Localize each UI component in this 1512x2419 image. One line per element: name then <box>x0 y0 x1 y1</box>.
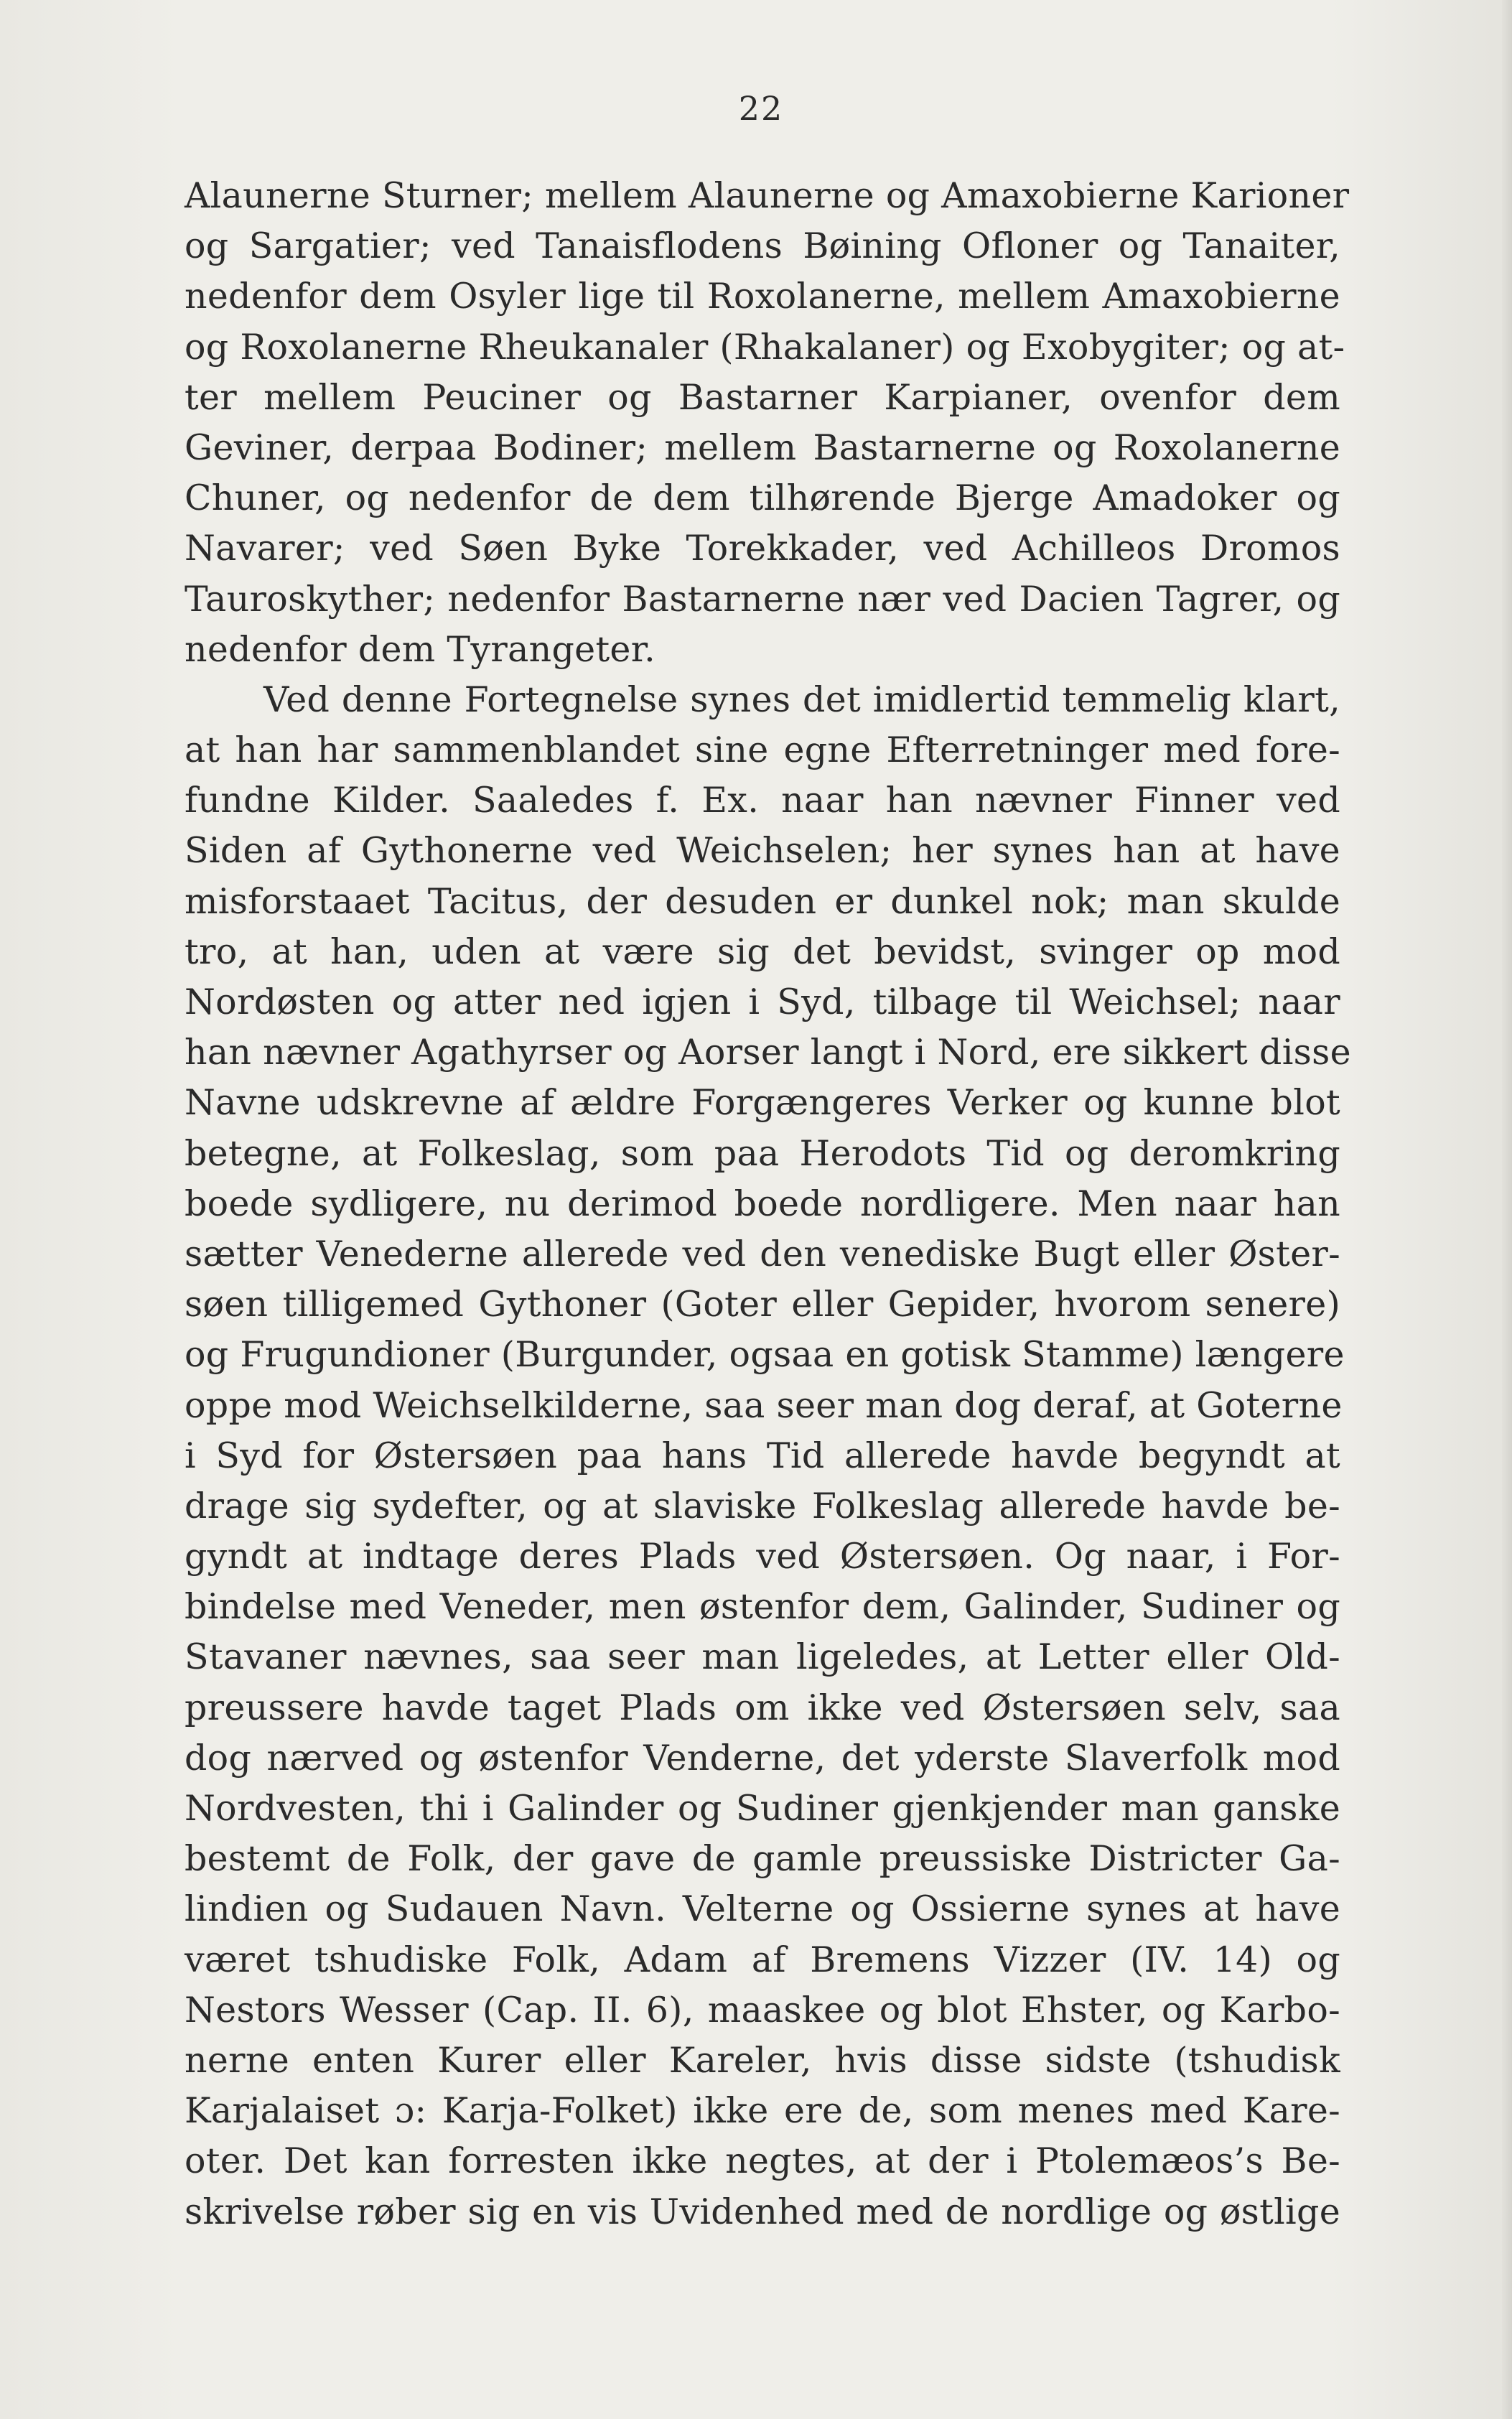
paragraph-end-line: nedenfor dem Tyrangeter. <box>185 628 655 670</box>
text-line: preussere havde taget Plads om ikke ved Østersøen selv, saa <box>185 1687 1340 1728</box>
text-line: Nestors Wesser (Cap. II. 6), maaskee og blot Ehster, og Karbo- <box>185 1989 1340 2031</box>
text-line: misforstaaet Tacitus, der desuden er dunkel nok; man skulde <box>185 880 1340 922</box>
text-line: Siden af Gythonerne ved Weichselen; her synes han at have <box>185 830 1340 872</box>
text-line: drage sig sydefter, og at slaviske Folkeslag allerede havde be- <box>185 1485 1340 1527</box>
text-line: nerne enten Kurer eller Kareler, hvis disse sidste (tshudisk <box>185 2039 1340 2081</box>
text-line: gyndt at indtage deres Plads ved Østersøen. Og naar, i For- <box>185 1536 1340 1577</box>
page-edge <box>1502 0 1512 2419</box>
paragraph-start-line: Ved denne Fortegnelse synes det imidlertid temmelig klart, <box>263 679 1340 720</box>
text-line: dog nærved og østenfor Venderne, det yderste Slaverfolk mod <box>185 1737 1340 1779</box>
text-line: skrivelse røber sig en vis Uvidenhed med de nordlige og østlige <box>185 2191 1340 2232</box>
text-line: Chuner, og nedenfor de dem tilhørende Bjerge Amadoker og <box>185 477 1340 519</box>
text-line: nedenfor dem Osyler lige til Roxolanerne, mellem Amaxobierne <box>185 276 1340 317</box>
text-line: Tauroskyther; nedenfor Bastarnerne nær ved Dacien Tagrer, og <box>185 578 1340 620</box>
text-line: tro, at han, uden at være sig det bevidst, svinger op mod <box>185 931 1340 972</box>
text-line: at han har sammenblandet sine egne Efterretninger med fore- <box>185 730 1340 771</box>
text-line: Karjalaiset ɔ: Karja-Folket) ikke ere de, som menes med Kare- <box>185 2090 1340 2132</box>
text-line: bestemt de Folk, der gave de gamle preussiske Districter Ga- <box>185 1838 1340 1880</box>
text-line: og Roxolanerne Rheukanaler (Rhakalaner) og Exobygiter; og at- <box>185 326 1345 368</box>
text-line: og Frugundioner (Burgunder, ogsaa en gotisk Stamme) længere <box>185 1334 1345 1376</box>
text-line: bindelse med Veneder, men østenfor dem, Galinder, Sudiner og <box>185 1586 1340 1628</box>
text-line: Alaunerne Sturner; mellem Alaunerne og Amaxobierne Karioner <box>185 175 1350 216</box>
text-line: boede sydligere, nu derimod boede nordligere. Men naar han <box>185 1183 1340 1224</box>
text-line: været tshudiske Folk, Adam af Bremens Vizzer (IV. 14) og <box>185 1939 1340 1980</box>
text-line: betegne, at Folkeslag, som paa Herodots Tid og deromkring <box>185 1132 1340 1174</box>
page-number: 22 <box>738 89 784 128</box>
text-line: han nævner Agathyrser og Aorser langt i Nord, ere sikkert disse <box>185 1032 1351 1073</box>
text-line: Nordvesten, thi i Galinder og Sudiner gjenkjender man ganske <box>185 1788 1340 1829</box>
text-line: Stavaner nævnes, saa seer man ligeledes, at Letter eller Old- <box>185 1636 1340 1678</box>
text-line: fundne Kilder. Saaledes f. Ex. naar han nævner Finner ved <box>185 780 1340 821</box>
text-line: Geviner, derpaa Bodiner; mellem Bastarnerne og Roxolanerne <box>185 427 1340 468</box>
text-line: oppe mod Weichselkilderne, saa seer man dog deraf, at Goterne <box>185 1384 1343 1426</box>
text-line: ter mellem Peuciner og Bastarner Karpianer, ovenfor dem <box>185 376 1340 418</box>
text-line: Nordøsten og atter ned igjen i Syd, tilbage til Weichsel; naar <box>185 982 1340 1022</box>
text-line: Navarer; ved Søen Byke Torekkader, ved Achilleos Dromos <box>185 528 1340 569</box>
text-line: søen tilligemed Gythoner (Goter eller Gepider, hvorom senere) <box>185 1284 1340 1325</box>
body-text <box>185 171 1351 2237</box>
text-line: oter. Det kan forresten ikke negtes, at der i Ptolemæos’s Be- <box>185 2140 1340 2182</box>
text-line: i Syd for Østersøen paa hans Tid allerede havde begyndt at <box>185 1435 1340 1476</box>
text-line: Navne udskrevne af ældre Forgængeres Verker og kunne blot <box>185 1082 1340 1124</box>
text-line: og Sargatier; ved Tanaisflodens Bøining Ofloner og Tanaiter, <box>185 225 1340 267</box>
text-line: lindien og Sudauen Navn. Velterne og Ossierne synes at have <box>185 1888 1340 1930</box>
text-line: sætter Venederne allerede ved den venediske Bugt eller Øster- <box>185 1233 1340 1274</box>
